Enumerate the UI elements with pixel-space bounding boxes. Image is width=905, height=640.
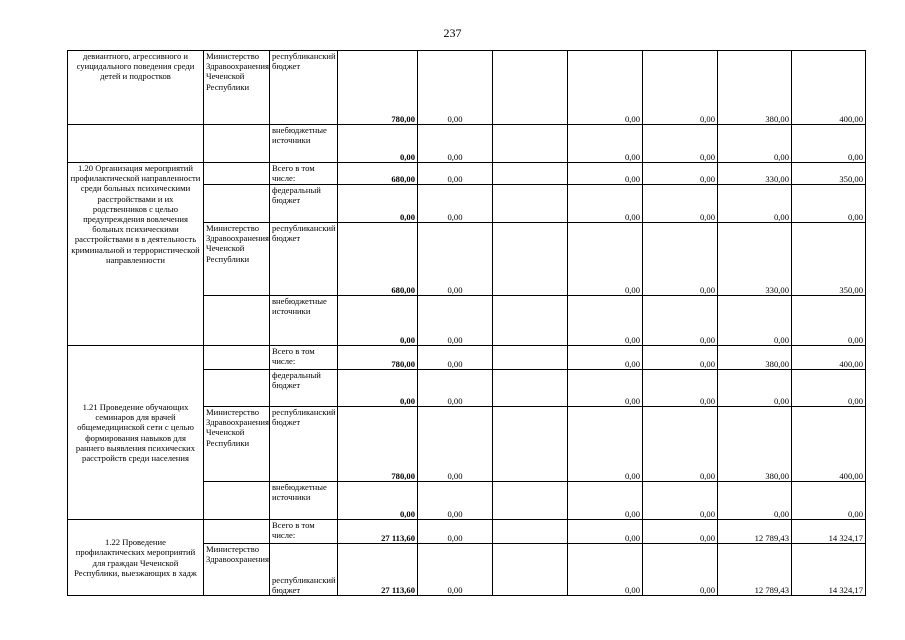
- value-cell: 330,00: [718, 163, 792, 185]
- value-cell: 0,00: [718, 185, 792, 223]
- value-cell: 400,00: [792, 407, 866, 482]
- value-cell: 0,00: [718, 482, 792, 520]
- value-cell: 380,00: [718, 346, 792, 370]
- value-cell: 400,00: [792, 346, 866, 370]
- funding-source: республиканский бюджет: [270, 51, 338, 125]
- value-cell: [493, 223, 568, 296]
- value-cell: 0,00: [643, 544, 718, 596]
- value-cell: 12 789,43: [718, 520, 792, 544]
- value-cell: 12 789,43: [718, 544, 792, 596]
- value-cell: 0,00: [418, 346, 493, 370]
- table-row: [68, 125, 866, 163]
- value-cell: 0,00: [568, 407, 643, 482]
- value-cell: [493, 346, 568, 370]
- value-cell: 0,00: [568, 125, 643, 163]
- total-cell: 780,00: [338, 51, 418, 125]
- value-cell: 0,00: [643, 51, 718, 125]
- value-cell: 14 324,17: [792, 544, 866, 596]
- funding-source: внебюджетные источники: [270, 296, 338, 346]
- value-cell: 0,00: [792, 296, 866, 346]
- value-cell: 0,00: [718, 296, 792, 346]
- value-cell: [493, 370, 568, 407]
- total-cell: 0,00: [338, 482, 418, 520]
- total-cell: 0,00: [338, 185, 418, 223]
- value-cell: 0,00: [792, 125, 866, 163]
- value-cell: 0,00: [418, 544, 493, 596]
- total-cell: 27 113,60: [338, 520, 418, 544]
- value-cell: 0,00: [568, 185, 643, 223]
- value-cell: [493, 125, 568, 163]
- value-cell: 0,00: [643, 185, 718, 223]
- value-cell: 0,00: [643, 223, 718, 296]
- funding-source: федеральный бюджет: [270, 370, 338, 407]
- value-cell: 0,00: [568, 51, 643, 125]
- value-cell: 0,00: [568, 346, 643, 370]
- table-row: [68, 520, 866, 544]
- value-cell: 0,00: [643, 125, 718, 163]
- total-cell: 680,00: [338, 223, 418, 296]
- value-cell: 0,00: [418, 520, 493, 544]
- funding-source: внебюджетные источники: [270, 482, 338, 520]
- value-cell: 0,00: [418, 51, 493, 125]
- value-cell: 0,00: [568, 544, 643, 596]
- total-cell: 0,00: [338, 370, 418, 407]
- value-cell: 0,00: [568, 223, 643, 296]
- value-cell: 380,00: [718, 407, 792, 482]
- funding-source: республиканский бюджет: [270, 544, 338, 596]
- executor-cell: Министерство Здравоохранения: [204, 544, 270, 596]
- value-cell: 350,00: [792, 223, 866, 296]
- value-cell: 0,00: [643, 163, 718, 185]
- value-cell: [493, 544, 568, 596]
- value-cell: 0,00: [643, 520, 718, 544]
- executor-cell: Министерство Здравоохранения Чеченской Республики: [204, 51, 270, 125]
- funding-source: федеральный бюджет: [270, 185, 338, 223]
- total-cell: 780,00: [338, 407, 418, 482]
- value-cell: 0,00: [718, 370, 792, 407]
- value-cell: 350,00: [792, 163, 866, 185]
- funding-source: республиканский бюджет: [270, 223, 338, 296]
- total-cell: 27 113,60: [338, 544, 418, 596]
- value-cell: [493, 163, 568, 185]
- value-cell: 0,00: [568, 482, 643, 520]
- value-cell: [493, 520, 568, 544]
- value-cell: 0,00: [643, 370, 718, 407]
- total-cell: 680,00: [338, 163, 418, 185]
- funding-source: Всего в том числе:: [270, 163, 338, 185]
- value-cell: 0,00: [643, 346, 718, 370]
- measure-description: 1.21 Проведение обучающих семинаров для врачей общемедицинской сети с целью формирования навыков для раннего выявления психических расстройств среди населения: [68, 346, 204, 520]
- value-cell: 0,00: [418, 185, 493, 223]
- value-cell: 0,00: [418, 370, 493, 407]
- value-cell: [493, 185, 568, 223]
- value-cell: 0,00: [418, 125, 493, 163]
- value-cell: 0,00: [418, 163, 493, 185]
- value-cell: 0,00: [792, 370, 866, 407]
- value-cell: [493, 51, 568, 125]
- total-cell: 0,00: [338, 296, 418, 346]
- value-cell: 330,00: [718, 223, 792, 296]
- value-cell: 0,00: [568, 296, 643, 346]
- value-cell: 0,00: [568, 370, 643, 407]
- executor-cell: Министерство Здравоохранения Чеченской Республики: [204, 223, 270, 296]
- value-cell: [493, 482, 568, 520]
- executor-cell: Министерство Здравоохранения Чеченской Республики: [204, 407, 270, 482]
- table-row: [68, 51, 866, 125]
- value-cell: 0,00: [792, 185, 866, 223]
- funding-source: Всего в том числе:: [270, 520, 338, 544]
- funding-source: республиканский бюджет: [270, 407, 338, 482]
- value-cell: 0,00: [568, 163, 643, 185]
- measure-description: 1.22 Проведение профилактических мероприятий для граждан Чеченской Республики, выезжающих в хадж: [68, 520, 204, 596]
- value-cell: 0,00: [418, 482, 493, 520]
- total-cell: 0,00: [338, 125, 418, 163]
- budget-table: [67, 50, 866, 596]
- value-cell: [493, 407, 568, 482]
- value-cell: 0,00: [643, 482, 718, 520]
- value-cell: 0,00: [418, 296, 493, 346]
- value-cell: 380,00: [718, 51, 792, 125]
- value-cell: 400,00: [792, 51, 866, 125]
- value-cell: 14 324,17: [792, 520, 866, 544]
- value-cell: 0,00: [643, 407, 718, 482]
- funding-source: внебюджетные источники: [270, 125, 338, 163]
- page-number: 237: [443, 26, 462, 40]
- value-cell: 0,00: [643, 296, 718, 346]
- value-cell: 0,00: [718, 125, 792, 163]
- value-cell: 0,00: [792, 482, 866, 520]
- funding-source: Всего в том числе:: [270, 346, 338, 370]
- value-cell: [493, 296, 568, 346]
- value-cell: 0,00: [418, 407, 493, 482]
- value-cell: 0,00: [568, 520, 643, 544]
- value-cell: 0,00: [418, 223, 493, 296]
- measure-description: 1.20 Организация мероприятий профилактической направленности среди больных психическими расстройствами и их родственников с целью предупреждения вовлечения больных психическими расстройствами в в деятельность криминальной и террористической направленности: [68, 163, 204, 346]
- table-row: [68, 346, 866, 370]
- total-cell: 780,00: [338, 346, 418, 370]
- table-row: [68, 163, 866, 185]
- measure-description: девиантного, агрессивного и суицидального поведения среди детей и подростков: [68, 51, 204, 125]
